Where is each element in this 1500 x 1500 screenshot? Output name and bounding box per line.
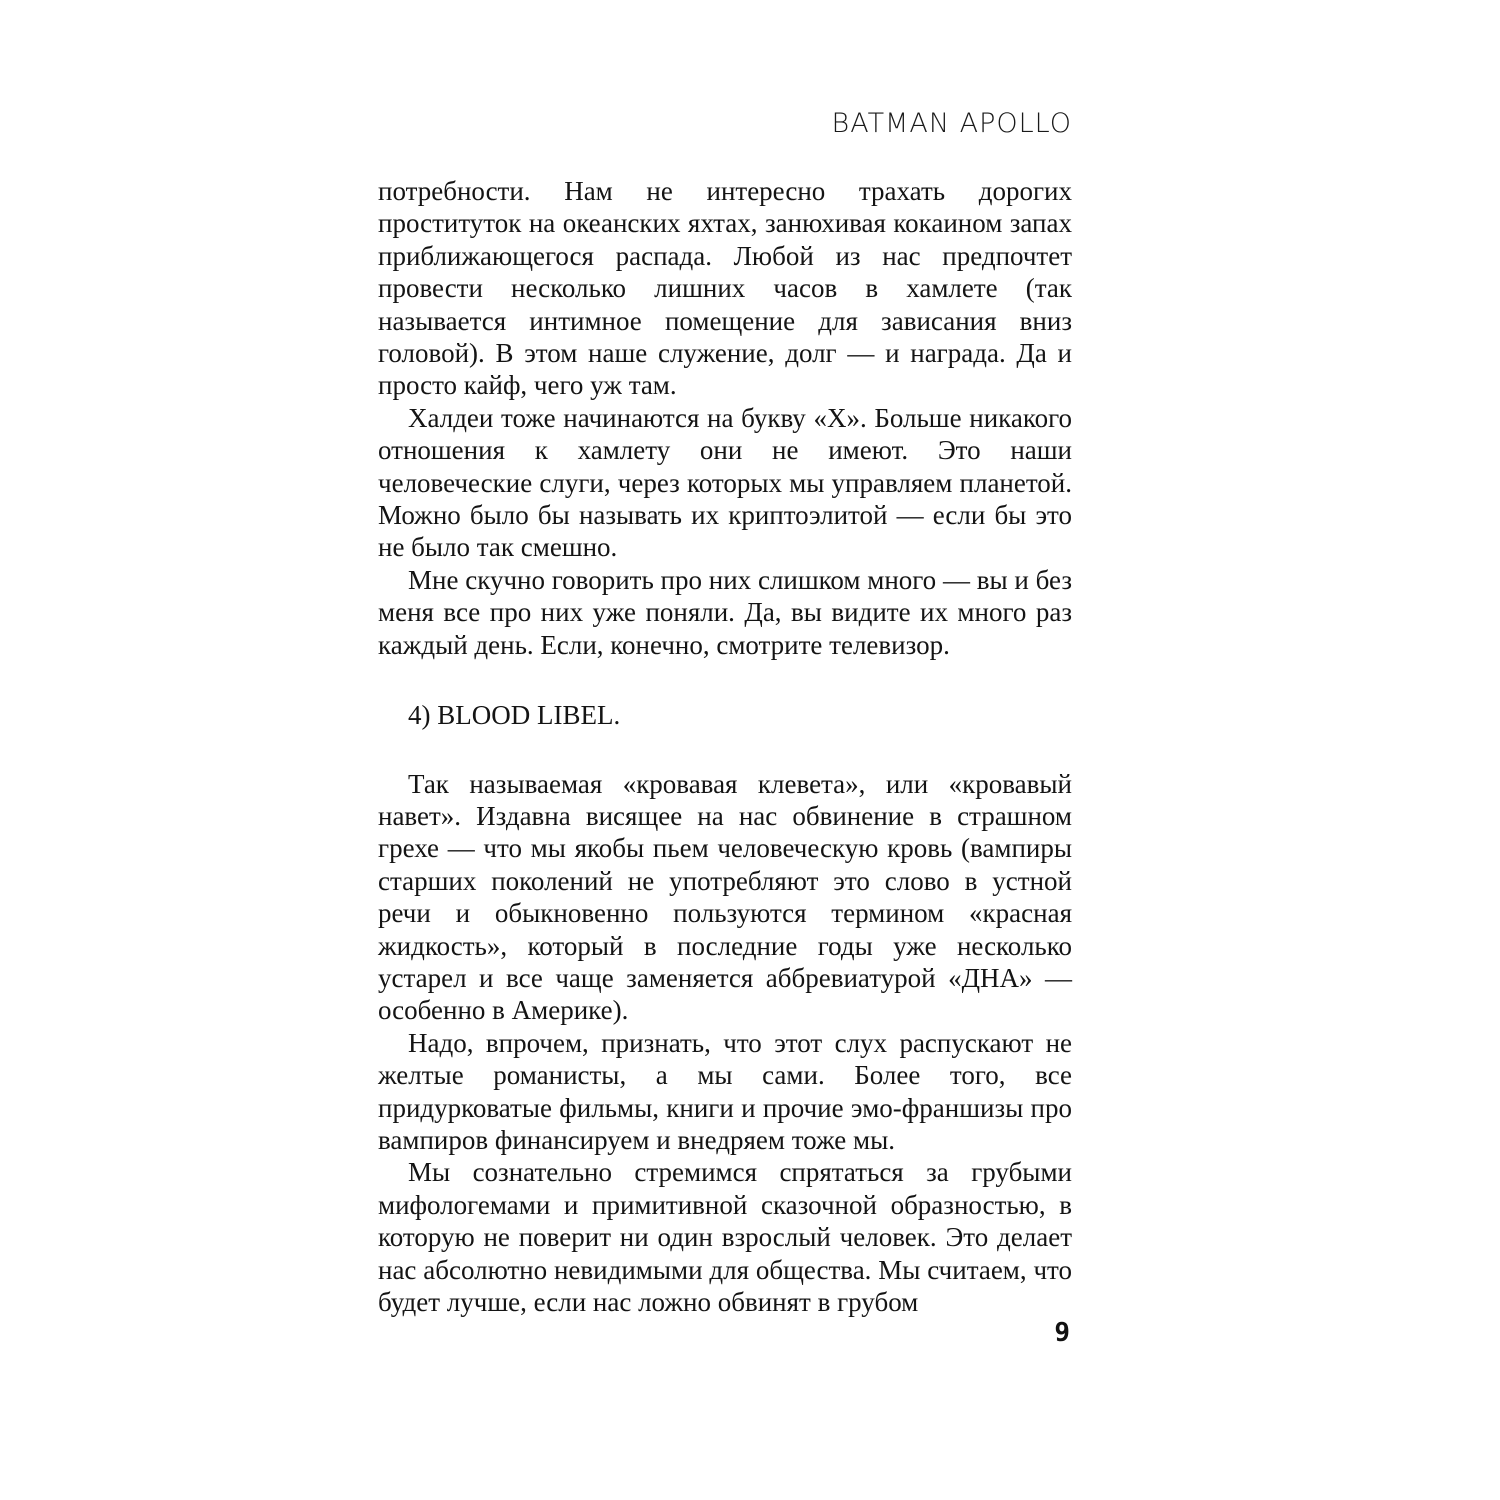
paragraph-1: потребности. Нам не интересно трахать дорогих проституток на океанских яхтах, занюхивая кокаином запах приближающегося распада. Любой из нас предпочтет провести несколько лишних часов в хамлете (так называется интимное помещение для зависания вниз головой). В этом наше служение, долг — и награда. Да и просто кайф, чего уж там. bbox=[378, 176, 1072, 401]
paragraph-3: Мне скучно говорить про них слишком много — вы и без меня все про них уже поняли. Да, вы видите их много раз каждый день. Если, конечно, смотрите телевизор. bbox=[378, 564, 1072, 660]
section-heading: 4) BLOOD LIBEL. bbox=[408, 700, 621, 731]
body-text bbox=[378, 175, 1072, 1318]
page-number: 9 bbox=[1054, 1318, 1070, 1348]
paragraph-2: Халдеи тоже начинаются на букву «Х». Больше никакого отношения к хамлету они не имеют. Это наши человеческие слуги, через которых мы управляем планетой. Можно было бы называть их криптоэлитой — если бы это не было так смешно. bbox=[378, 402, 1072, 563]
running-head-title: BATMAN APOLLO bbox=[831, 108, 1072, 139]
paragraph-6: Мы сознательно стремимся спрятаться за грубыми мифологемами и примитивной сказочной образностью, в которую не поверит ни один взрослый человек. Это делает нас абсолютно невидимыми для общества. Мы считаем, что будет лучше, если нас ложно обвинят в грубом bbox=[378, 1157, 1072, 1317]
paragraph-5: Надо, впрочем, признать, что этот слух распускают не желтые романисты, а мы сами. Более того, все придурковатые фильмы, книги и прочие эмо-франшизы про вампиров финансируем и внедряем тоже мы. bbox=[378, 1027, 1072, 1155]
paragraph-4: Так называемая «кровавая клевета», или «кровавый навет». Издавна висящее на нас обвинение в страшном грехе — что мы якобы пьем человеческую кровь (вампиры старших поколений не употребляют это слово в устной речи и обыкновенно пользуются термином «красная жидкость», который в последние годы уже несколько устарел и все чаще заменяется аббревиатурой «ДНА» — особенно в Америке). bbox=[378, 768, 1072, 1026]
